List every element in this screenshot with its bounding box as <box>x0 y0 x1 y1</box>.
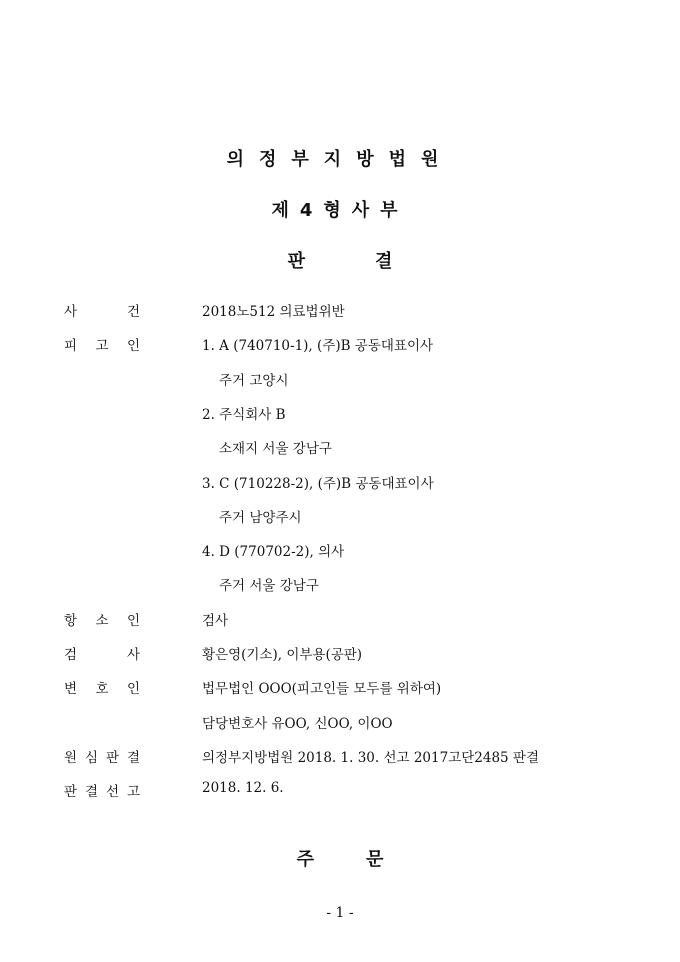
row-value: 4. D (770702-2), 의사 <box>202 544 345 561</box>
row-label <box>64 334 140 354</box>
row-label-char: 사 <box>64 304 78 320</box>
row-label <box>64 677 140 697</box>
title-right: 결 <box>375 251 393 272</box>
page-number: - 1 - <box>326 905 354 921</box>
row-value: 검사 <box>202 612 229 629</box>
row-label <box>64 300 140 320</box>
row-label-char: 고 <box>95 338 109 355</box>
court-name: 의정부지방법원 <box>226 149 454 170</box>
row-label-char: 인 <box>126 681 140 698</box>
row-value: 3. C (710228-2), (주)B 공동대표이사 <box>202 475 434 492</box>
row-value: 주거 고양시 <box>219 372 289 389</box>
row-label-char: 사 <box>126 647 140 663</box>
row-label-char: 선 <box>105 784 120 801</box>
row-label-char: 심 <box>84 749 99 766</box>
row-label-char: 인 <box>126 612 140 629</box>
row-label-char: 검 <box>64 647 78 663</box>
row-label-char: 판 <box>64 784 78 801</box>
order-right: 문 <box>366 849 384 870</box>
row-label-char: 소 <box>95 612 109 629</box>
row-value: 2018노512 의료법위반 <box>202 304 345 320</box>
row-label-char: 호 <box>95 681 109 698</box>
document-title <box>0 247 680 273</box>
row-label-char: 판 <box>105 749 120 766</box>
row-label <box>64 609 140 629</box>
row-label-char: 결 <box>126 749 140 766</box>
row-value: 주거 남양주시 <box>219 509 302 526</box>
row-label-char: 결 <box>84 784 99 801</box>
row-label <box>64 780 140 800</box>
row-label-char: 고 <box>126 784 140 801</box>
row-label-char: 항 <box>64 612 78 629</box>
row-label-char: 원 <box>64 749 78 766</box>
division-name: 제4형사부 <box>271 200 409 221</box>
row-value: 담당변호사 유OO, 신OO, 이OO <box>202 715 393 732</box>
row-value: 법무법인 OOO(피고인들 모두를 위하여) <box>202 681 442 698</box>
row-value: 황은영(기소), 이부용(공판) <box>202 647 363 663</box>
row-value: 소재지 서울 강남구 <box>219 441 332 458</box>
row-value: 의정부지방법원 2018. 1. 30. 선고 2017고단2485 판결 <box>202 749 539 766</box>
row-label <box>64 746 140 766</box>
row-value: 2018. 12. 6. <box>202 780 284 797</box>
order-heading <box>0 845 680 871</box>
row-label-char: 피 <box>64 338 78 355</box>
order-left: 주 <box>296 849 314 870</box>
title-left: 판 <box>287 251 305 272</box>
row-label <box>64 643 140 663</box>
row-label-char: 변 <box>64 681 78 698</box>
row-label-char: 건 <box>126 304 140 320</box>
row-value: 2. 주식회사 B <box>202 406 286 423</box>
row-value: 주거 서울 강남구 <box>219 578 319 595</box>
row-value: 1. A (740710-1), (주)B 공동대표이사 <box>202 338 434 355</box>
row-label-char: 인 <box>126 338 140 355</box>
